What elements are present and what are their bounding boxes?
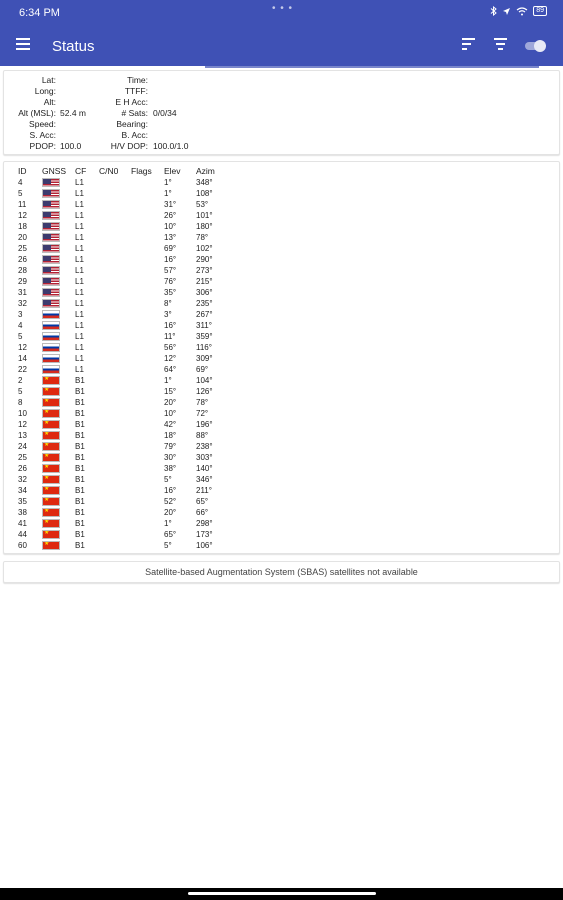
cell-elev: 38° — [164, 464, 177, 473]
cell-id: 26 — [18, 464, 27, 473]
cell-elev: 16° — [164, 255, 177, 264]
cell-azim: 88° — [196, 431, 209, 440]
hv-dop-value: 100.0/1.0 — [153, 141, 189, 151]
flag-ru-icon — [42, 332, 60, 341]
cell-azim: 238° — [196, 442, 213, 451]
cell-elev: 1° — [164, 519, 172, 528]
cell-id: 4 — [18, 178, 23, 187]
cell-cf: L1 — [75, 222, 84, 231]
cell-id: 32 — [18, 299, 27, 308]
cell-id: 3 — [18, 310, 23, 319]
cell-id: 5 — [18, 189, 23, 198]
cell-cf: L1 — [75, 354, 84, 363]
cell-azim: 78° — [196, 233, 209, 242]
page-title: Status — [52, 38, 95, 55]
header-gnss: GNSS — [42, 166, 67, 176]
cell-elev: 69° — [164, 244, 177, 253]
flag-cn-icon — [42, 409, 60, 418]
cell-id: 11 — [18, 200, 27, 209]
cell-id: 12 — [18, 211, 27, 220]
cell-azim: 108° — [196, 189, 213, 198]
flag-ru-icon — [42, 321, 60, 330]
flag-cn-icon — [42, 431, 60, 440]
cell-id: 12 — [18, 420, 27, 429]
cell-cf: B1 — [75, 409, 85, 418]
hv-dop-label: H/V DOP: — [110, 141, 148, 151]
wifi-icon — [516, 7, 528, 16]
time-label: Time: — [127, 75, 148, 85]
flag-us-icon — [42, 255, 60, 264]
flag-cn-icon — [42, 508, 60, 517]
cell-azim: 348° — [196, 178, 213, 187]
flag-us-icon — [42, 211, 60, 220]
cell-azim: 116° — [196, 343, 212, 352]
cell-azim: 69° — [196, 365, 209, 374]
location-arrow-icon — [502, 7, 511, 16]
toggle-icon[interactable] — [525, 40, 545, 52]
cell-elev: 31° — [164, 200, 177, 209]
cell-azim: 346° — [196, 475, 213, 484]
cell-cf: B1 — [75, 486, 85, 495]
ttff-label: TTFF: — [124, 86, 148, 96]
cell-elev: 79° — [164, 442, 177, 451]
cell-cf: B1 — [75, 475, 85, 484]
flag-cn-icon — [42, 453, 60, 462]
cell-elev: 52° — [164, 497, 177, 506]
flag-ru-icon — [42, 365, 60, 374]
cell-azim: 309° — [196, 354, 213, 363]
b-acc-label: B. Acc: — [121, 130, 148, 140]
alt-label: Alt: — [43, 97, 56, 107]
home-indicator[interactable] — [188, 892, 376, 895]
cell-cf: L1 — [75, 178, 84, 187]
lat-label: Lat: — [41, 75, 56, 85]
cell-id: 4 — [18, 321, 23, 330]
cell-id: 28 — [18, 266, 27, 275]
flag-ru-icon — [42, 354, 60, 363]
cell-elev: 18° — [164, 431, 177, 440]
cell-elev: 16° — [164, 321, 177, 330]
sats-label: # Sats: — [121, 108, 148, 118]
flag-cn-icon — [42, 387, 60, 396]
more-dots: • • • — [272, 3, 294, 14]
flag-us-icon — [42, 189, 60, 198]
cell-cf: B1 — [75, 420, 85, 429]
cell-id: 60 — [18, 541, 27, 550]
cell-elev: 1° — [164, 178, 172, 187]
cell-elev: 20° — [164, 508, 177, 517]
header-azim: Azim — [196, 166, 215, 176]
cell-id: 14 — [18, 354, 27, 363]
cell-azim: 104° — [196, 376, 213, 385]
cell-cf: L1 — [75, 288, 84, 297]
cell-id: 24 — [18, 442, 27, 451]
tab-indicator — [205, 66, 539, 68]
satellite-table-card — [3, 161, 560, 554]
pdop-value: 100.0 — [60, 141, 82, 151]
cell-elev: 1° — [164, 189, 172, 198]
cell-id: 25 — [18, 244, 27, 253]
filter-icon[interactable] — [494, 38, 508, 52]
cell-elev: 35° — [164, 288, 177, 297]
cell-elev: 5° — [164, 475, 172, 484]
cell-azim: 215° — [196, 277, 213, 286]
app-bar — [0, 26, 563, 66]
cell-azim: 359° — [196, 332, 213, 341]
pdop-label: PDOP: — [29, 141, 56, 151]
cell-cf: L1 — [75, 365, 84, 374]
cell-azim: 65° — [196, 497, 209, 506]
cell-elev: 42° — [164, 420, 177, 429]
cell-elev: 15° — [164, 387, 177, 396]
cell-cf: L1 — [75, 244, 84, 253]
cell-azim: 211° — [196, 486, 212, 495]
cell-cf: B1 — [75, 519, 85, 528]
header-flags: Flags — [131, 166, 152, 176]
cell-cf: L1 — [75, 266, 84, 275]
menu-icon[interactable] — [16, 38, 30, 50]
cell-azim: 102° — [196, 244, 213, 253]
flag-cn-icon — [42, 464, 60, 473]
cell-azim: 106° — [196, 541, 213, 550]
header-elev: Elev — [164, 166, 181, 176]
cell-azim: 298° — [196, 519, 213, 528]
cell-cf: B1 — [75, 387, 85, 396]
cell-azim: 311° — [196, 321, 212, 330]
cell-id: 12 — [18, 343, 27, 352]
cell-id: 34 — [18, 486, 27, 495]
cell-id: 25 — [18, 453, 27, 462]
cell-azim: 72° — [196, 409, 209, 418]
cell-id: 31 — [18, 288, 27, 297]
cell-cf: B1 — [75, 508, 85, 517]
cell-azim: 180° — [196, 222, 213, 231]
cell-id: 38 — [18, 508, 27, 517]
cell-cf: B1 — [75, 453, 85, 462]
s-acc-label: S. Acc: — [29, 130, 56, 140]
battery-icon: 89 — [533, 6, 547, 16]
cell-azim: 306° — [196, 288, 213, 297]
cell-cf: B1 — [75, 431, 85, 440]
header-cn0: C/N0 — [99, 166, 119, 176]
cell-cf: B1 — [75, 398, 85, 407]
cell-id: 41 — [18, 519, 27, 528]
cell-azim: 267° — [196, 310, 213, 319]
cell-cf: L1 — [75, 332, 84, 341]
flag-cn-icon — [42, 376, 60, 385]
cell-elev: 56° — [164, 343, 177, 352]
cell-cf: B1 — [75, 442, 85, 451]
cell-id: 35 — [18, 497, 27, 506]
cell-elev: 20° — [164, 398, 177, 407]
header-id: ID — [18, 166, 27, 176]
cell-elev: 10° — [164, 222, 177, 231]
header-cf: CF — [75, 166, 87, 176]
alt-msl-label: Alt (MSL): — [18, 108, 56, 118]
cell-cf: L1 — [75, 211, 84, 220]
flag-cn-icon — [42, 497, 60, 506]
cell-id: 8 — [18, 398, 23, 407]
cell-cf: B1 — [75, 530, 85, 539]
cell-elev: 30° — [164, 453, 177, 462]
cell-azim: 273° — [196, 266, 213, 275]
cell-elev: 16° — [164, 486, 177, 495]
speed-label: Speed: — [29, 119, 56, 129]
cell-elev: 57° — [164, 266, 177, 275]
sats-value: 0/0/34 — [153, 108, 177, 118]
cell-id: 44 — [18, 530, 27, 539]
flag-cn-icon — [42, 420, 60, 429]
cell-cf: B1 — [75, 464, 85, 473]
cell-cf: L1 — [75, 233, 84, 242]
flag-cn-icon — [42, 475, 60, 484]
cell-azim: 196° — [196, 420, 213, 429]
flag-cn-icon — [42, 486, 60, 495]
flag-cn-icon — [42, 541, 60, 550]
alt-msl-value: 52.4 m — [60, 108, 86, 118]
cell-id: 20 — [18, 233, 27, 242]
sort-icon[interactable] — [462, 38, 476, 52]
flag-us-icon — [42, 233, 60, 242]
cell-azim: 78° — [196, 398, 209, 407]
cell-cf: L1 — [75, 200, 84, 209]
sbas-message: Satellite-based Augmentation System (SBAS) satellites not available — [145, 567, 418, 577]
flag-us-icon — [42, 288, 60, 297]
flag-us-icon — [42, 266, 60, 275]
cell-elev: 5° — [164, 541, 172, 550]
cell-azim: 140° — [196, 464, 213, 473]
cell-cf: L1 — [75, 343, 84, 352]
cell-elev: 64° — [164, 365, 177, 374]
cell-cf: L1 — [75, 321, 84, 330]
cell-elev: 65° — [164, 530, 177, 539]
cell-cf: B1 — [75, 541, 85, 550]
cell-elev: 76° — [164, 277, 177, 286]
cell-elev: 3° — [164, 310, 172, 319]
flag-us-icon — [42, 244, 60, 253]
flag-cn-icon — [42, 530, 60, 539]
cell-cf: L1 — [75, 299, 84, 308]
cell-id: 22 — [18, 365, 27, 374]
cell-azim: 235° — [196, 299, 213, 308]
cell-cf: B1 — [75, 376, 85, 385]
cell-azim: 53° — [196, 200, 209, 209]
bluetooth-icon — [490, 6, 497, 16]
flag-ru-icon — [42, 310, 60, 319]
cell-id: 5 — [18, 387, 23, 396]
cell-azim: 290° — [196, 255, 213, 264]
cell-id: 13 — [18, 431, 27, 440]
cell-id: 2 — [18, 376, 23, 385]
flag-cn-icon — [42, 442, 60, 451]
cell-id: 18 — [18, 222, 27, 231]
cell-azim: 173° — [196, 530, 213, 539]
cell-elev: 26° — [164, 211, 177, 220]
cell-elev: 12° — [164, 354, 177, 363]
cell-cf: L1 — [75, 189, 84, 198]
cell-azim: 126° — [196, 387, 213, 396]
location-card — [3, 70, 560, 155]
eh-acc-label: E H Acc: — [115, 97, 148, 107]
cell-id: 26 — [18, 255, 27, 264]
cell-id: 32 — [18, 475, 27, 484]
cell-azim: 303° — [196, 453, 213, 462]
cell-id: 10 — [18, 409, 27, 418]
cell-azim: 66° — [196, 508, 209, 517]
cell-cf: B1 — [75, 497, 85, 506]
cell-cf: L1 — [75, 310, 84, 319]
cell-cf: L1 — [75, 277, 84, 286]
flag-cn-icon — [42, 398, 60, 407]
cell-elev: 11° — [164, 332, 176, 341]
cell-elev: 8° — [164, 299, 172, 308]
flag-cn-icon — [42, 519, 60, 528]
bearing-label: Bearing: — [116, 119, 148, 129]
cell-elev: 10° — [164, 409, 177, 418]
status-icons — [490, 6, 547, 16]
system-status-bar — [0, 0, 563, 26]
clock: 6:34 PM — [19, 7, 60, 19]
flag-us-icon — [42, 222, 60, 231]
cell-cf: L1 — [75, 255, 84, 264]
flag-us-icon — [42, 277, 60, 286]
flag-us-icon — [42, 200, 60, 209]
cell-elev: 13° — [164, 233, 177, 242]
sbas-card — [3, 561, 560, 583]
flag-us-icon — [42, 299, 60, 308]
cell-id: 5 — [18, 332, 23, 341]
flag-ru-icon — [42, 343, 60, 352]
cell-id: 29 — [18, 277, 27, 286]
cell-elev: 1° — [164, 376, 172, 385]
long-label: Long: — [34, 86, 56, 96]
cell-azim: 101° — [196, 211, 213, 220]
flag-us-icon — [42, 178, 60, 187]
